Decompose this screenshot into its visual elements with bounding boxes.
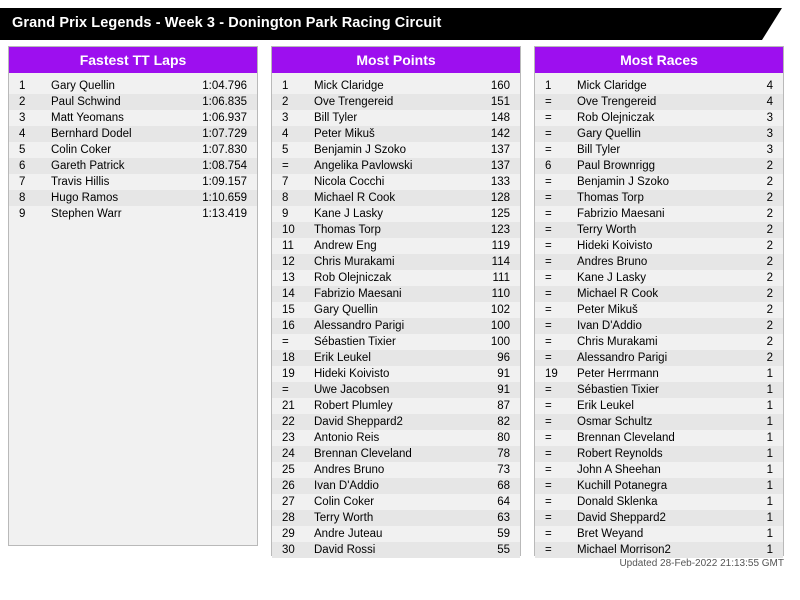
list-item <box>272 254 520 270</box>
driver-name: Robert Plumley <box>314 400 393 412</box>
rank-position: 4 <box>19 128 26 140</box>
driver-name: Travis Hillis <box>51 176 110 188</box>
driver-name: Kuchill Potanegra <box>577 480 668 492</box>
rank-position: 1 <box>282 80 289 92</box>
score-value: 3 <box>766 144 773 156</box>
rank-position: = <box>545 144 552 156</box>
score-value: 3 <box>766 128 773 140</box>
score-value: 1 <box>766 448 773 460</box>
driver-name: Matt Yeomans <box>51 112 124 124</box>
list-item <box>535 478 783 494</box>
rank-position: = <box>545 432 552 444</box>
list-item <box>272 206 520 222</box>
rank-position: 15 <box>282 304 295 316</box>
score-value: 91 <box>497 384 510 396</box>
list-item <box>272 478 520 494</box>
list-item <box>535 350 783 366</box>
lap-time: 1:04.796 <box>202 80 247 92</box>
driver-name: Osmar Schultz <box>577 416 653 428</box>
rank-position: 7 <box>282 176 289 188</box>
driver-name: Bill Tyler <box>314 112 358 124</box>
score-value: 2 <box>766 352 773 364</box>
driver-name: Ivan D'Addio <box>577 320 642 332</box>
list-item <box>272 302 520 318</box>
score-value: 148 <box>490 112 510 124</box>
driver-name: Michael Morrison2 <box>577 544 671 556</box>
driver-name: Brennan Cleveland <box>577 432 675 444</box>
rank-position: = <box>545 96 552 108</box>
rank-position: 3 <box>19 112 26 124</box>
list-item <box>272 510 520 526</box>
driver-name: Fabrizio Maesani <box>314 288 402 300</box>
rank-position: = <box>545 112 552 124</box>
driver-name: Andres Bruno <box>577 256 648 268</box>
list-item <box>535 126 783 142</box>
driver-name: Alessandro Parigi <box>577 352 668 364</box>
list-item <box>535 446 783 462</box>
score-value: 2 <box>766 288 773 300</box>
list-item <box>535 142 783 158</box>
list-item <box>272 222 520 238</box>
lap-time: 1:10.659 <box>202 192 247 204</box>
driver-name: Donald Sklenka <box>577 496 658 508</box>
list-item <box>272 318 520 334</box>
list-item <box>272 238 520 254</box>
list-item <box>535 222 783 238</box>
list-item <box>535 398 783 414</box>
list-item <box>272 462 520 478</box>
list-item <box>535 286 783 302</box>
rank-position: = <box>545 128 552 140</box>
rank-position: = <box>282 336 289 348</box>
rank-position: = <box>545 528 552 540</box>
score-value: 142 <box>490 128 510 140</box>
list-item <box>535 382 783 398</box>
rank-position: 8 <box>19 192 26 204</box>
score-value: 82 <box>497 416 510 428</box>
rank-position: = <box>545 208 552 220</box>
driver-name: Rob Olejniczak <box>314 272 392 284</box>
panel-title-most-races: Most Races <box>535 47 783 73</box>
score-value: 2 <box>766 304 773 316</box>
score-value: 1 <box>766 416 773 428</box>
driver-name: Hideki Koivisto <box>577 240 653 252</box>
score-value: 2 <box>766 272 773 284</box>
list-item <box>272 78 520 94</box>
score-value: 1 <box>766 528 773 540</box>
list-item <box>9 142 257 158</box>
driver-name: Nicola Cocchi <box>314 176 385 188</box>
driver-name: Andres Bruno <box>314 464 385 476</box>
list-item <box>535 110 783 126</box>
rank-position: 13 <box>282 272 295 284</box>
lap-time: 1:07.729 <box>202 128 247 140</box>
score-value: 151 <box>490 96 510 108</box>
rank-position: 30 <box>282 544 295 556</box>
score-value: 4 <box>766 96 773 108</box>
list-item <box>9 78 257 94</box>
driver-name: Kane J Lasky <box>314 208 384 220</box>
score-value: 110 <box>491 288 510 300</box>
rank-position: = <box>545 320 552 332</box>
rank-position: 4 <box>282 128 289 140</box>
score-value: 63 <box>497 512 510 524</box>
score-value: 1 <box>766 512 773 524</box>
driver-name: Sébastien Tixier <box>577 384 659 396</box>
score-value: 1 <box>766 384 773 396</box>
list-item <box>272 94 520 110</box>
score-value: 102 <box>490 304 510 316</box>
list-item <box>535 78 783 94</box>
rank-position: 1 <box>545 80 552 92</box>
score-value: 160 <box>490 80 510 92</box>
list-most-races <box>535 73 783 558</box>
list-item <box>272 366 520 382</box>
driver-name: Colin Coker <box>314 496 375 508</box>
list-item <box>535 158 783 174</box>
list-item <box>272 142 520 158</box>
driver-name: Michael R Cook <box>577 288 659 300</box>
driver-name: Benjamin J Szoko <box>314 144 407 156</box>
driver-name: Bret Weyand <box>577 528 644 540</box>
list-item <box>272 430 520 446</box>
list-item <box>535 254 783 270</box>
list-item <box>9 94 257 110</box>
driver-name: Gareth Patrick <box>51 160 125 172</box>
rank-position: 27 <box>282 496 295 508</box>
score-value: 78 <box>497 448 510 460</box>
list-item <box>9 126 257 142</box>
rank-position: 3 <box>282 112 289 124</box>
list-item <box>272 398 520 414</box>
driver-name: Bill Tyler <box>577 144 621 156</box>
list-item <box>272 542 520 558</box>
rank-position: = <box>545 192 552 204</box>
list-item <box>535 190 783 206</box>
driver-name: Colin Coker <box>51 144 112 156</box>
driver-name: Ivan D'Addio <box>314 480 379 492</box>
score-value: 2 <box>766 192 773 204</box>
list-most-points <box>272 73 520 558</box>
lap-time: 1:13.419 <box>202 208 247 220</box>
score-value: 55 <box>497 544 510 556</box>
rank-position: 26 <box>282 480 295 492</box>
driver-name: Erik Leukel <box>314 352 371 364</box>
driver-name: Erik Leukel <box>577 400 634 412</box>
page-title: Grand Prix Legends - Week 3 - Donington Park Racing Circuit <box>12 15 442 31</box>
list-item <box>535 238 783 254</box>
rank-position: 11 <box>282 240 294 252</box>
score-value: 4 <box>766 80 773 92</box>
driver-name: Uwe Jacobsen <box>314 384 390 396</box>
lap-time: 1:08.754 <box>202 160 247 172</box>
score-value: 2 <box>766 240 773 252</box>
lap-time: 1:06.937 <box>202 112 247 124</box>
rank-position: 6 <box>19 160 26 172</box>
score-value: 2 <box>766 256 773 268</box>
rank-position: = <box>545 224 552 236</box>
driver-name: Robert Reynolds <box>577 448 663 460</box>
rank-position: = <box>545 304 552 316</box>
rank-position: = <box>545 240 552 252</box>
list-item <box>9 190 257 206</box>
list-item <box>272 350 520 366</box>
score-value: 128 <box>490 192 510 204</box>
list-item <box>9 206 257 222</box>
score-value: 100 <box>490 320 510 332</box>
rank-position: 23 <box>282 432 295 444</box>
score-value: 64 <box>497 496 510 508</box>
list-item <box>272 414 520 430</box>
score-value: 96 <box>497 352 510 364</box>
list-item <box>535 542 783 558</box>
list-item <box>272 494 520 510</box>
rank-position: = <box>545 400 552 412</box>
list-item <box>535 494 783 510</box>
driver-name: Paul Brownrigg <box>577 160 655 172</box>
driver-name: Peter Mikuš <box>314 128 375 140</box>
driver-name: Bernhard Dodel <box>51 128 132 140</box>
driver-name: Sébastien Tixier <box>314 336 396 348</box>
rank-position: 1 <box>19 80 26 92</box>
driver-name: Peter Mikuš <box>577 304 638 316</box>
rank-position: 25 <box>282 464 295 476</box>
rank-position: = <box>545 448 552 460</box>
rank-position: 7 <box>19 176 26 188</box>
score-value: 1 <box>766 544 773 556</box>
driver-name: Andre Juteau <box>314 528 383 540</box>
list-item <box>9 158 257 174</box>
rank-position: = <box>545 480 552 492</box>
list-item <box>272 334 520 350</box>
driver-name: Kane J Lasky <box>577 272 647 284</box>
lap-time: 1:06.835 <box>202 96 247 108</box>
list-item <box>9 174 257 190</box>
list-item <box>272 270 520 286</box>
rank-position: 9 <box>19 208 26 220</box>
list-item <box>535 510 783 526</box>
score-value: 111 <box>492 272 510 284</box>
score-value: 1 <box>766 480 773 492</box>
score-value: 100 <box>490 336 510 348</box>
rank-position: 16 <box>282 320 295 332</box>
driver-name: Stephen Warr <box>51 208 122 220</box>
panel-title-most-points: Most Points <box>272 47 520 73</box>
rank-position: = <box>545 384 552 396</box>
list-item <box>535 430 783 446</box>
rank-position: 6 <box>545 160 552 172</box>
rank-position: = <box>545 256 552 268</box>
rank-position: 10 <box>282 224 295 236</box>
score-value: 133 <box>490 176 510 188</box>
score-value: 137 <box>490 144 510 156</box>
rank-position: = <box>545 464 552 476</box>
panel-most-points <box>271 46 521 556</box>
rank-position: = <box>545 496 552 508</box>
rank-position: 18 <box>282 352 295 364</box>
driver-name: Gary Quellin <box>577 128 641 140</box>
score-value: 1 <box>766 464 773 476</box>
rank-position: = <box>282 160 289 172</box>
lap-time: 1:09.157 <box>202 176 247 188</box>
driver-name: Hugo Ramos <box>51 192 119 204</box>
rank-position: = <box>545 176 552 188</box>
list-item <box>535 318 783 334</box>
list-item <box>535 414 783 430</box>
score-value: 1 <box>766 400 773 412</box>
driver-name: Brennan Cleveland <box>314 448 412 460</box>
driver-name: David Rossi <box>314 544 376 556</box>
driver-name: Thomas Torp <box>577 192 644 204</box>
list-item <box>535 302 783 318</box>
score-value: 123 <box>490 224 510 236</box>
rank-position: 2 <box>19 96 26 108</box>
score-value: 68 <box>497 480 510 492</box>
driver-name: Chris Murakami <box>577 336 658 348</box>
list-fastest-tt-laps <box>9 73 257 222</box>
list-item <box>535 526 783 542</box>
rank-position: 19 <box>282 368 295 380</box>
list-item <box>535 334 783 350</box>
rank-position: = <box>545 288 552 300</box>
score-value: 2 <box>766 160 773 172</box>
rank-position: 9 <box>282 208 289 220</box>
score-value: 1 <box>766 496 773 508</box>
list-item <box>272 190 520 206</box>
rank-position: 22 <box>282 416 295 428</box>
score-value: 2 <box>766 176 773 188</box>
list-item <box>535 366 783 382</box>
lap-time: 1:07.830 <box>202 144 247 156</box>
score-value: 2 <box>766 336 773 348</box>
score-value: 137 <box>490 160 510 172</box>
score-value: 73 <box>497 464 510 476</box>
rank-position: 21 <box>282 400 295 412</box>
driver-name: Benjamin J Szoko <box>577 176 670 188</box>
score-value: 119 <box>491 240 510 252</box>
list-item <box>272 158 520 174</box>
list-item <box>535 270 783 286</box>
score-value: 3 <box>766 112 773 124</box>
list-item <box>272 126 520 142</box>
panel-title-fastest-tt-laps: Fastest TT Laps <box>9 47 257 73</box>
list-item <box>272 174 520 190</box>
driver-name: Alessandro Parigi <box>314 320 405 332</box>
driver-name: Terry Worth <box>577 224 637 236</box>
list-item <box>535 462 783 478</box>
rank-position: = <box>282 384 289 396</box>
driver-name: Mick Claridge <box>314 80 384 92</box>
list-item <box>272 286 520 302</box>
list-item <box>535 94 783 110</box>
driver-name: Michael R Cook <box>314 192 396 204</box>
rank-position: = <box>545 512 552 524</box>
rank-position: 19 <box>545 368 558 380</box>
rank-position: 28 <box>282 512 295 524</box>
driver-name: Rob Olejniczak <box>577 112 655 124</box>
list-item <box>272 110 520 126</box>
score-value: 125 <box>490 208 510 220</box>
driver-name: Terry Worth <box>314 512 374 524</box>
rank-position: 12 <box>282 256 295 268</box>
driver-name: Ove Trengereid <box>314 96 394 108</box>
driver-name: Hideki Koivisto <box>314 368 390 380</box>
driver-name: Fabrizio Maesani <box>577 208 665 220</box>
panel-most-races <box>534 46 784 556</box>
rank-position: 5 <box>19 144 26 156</box>
score-value: 1 <box>766 368 773 380</box>
list-item <box>272 446 520 462</box>
score-value: 2 <box>766 224 773 236</box>
list-item <box>9 110 257 126</box>
driver-name: Andrew Eng <box>314 240 377 252</box>
rank-position: = <box>545 336 552 348</box>
score-value: 91 <box>497 368 510 380</box>
rank-position: = <box>545 272 552 284</box>
rank-position: 8 <box>282 192 289 204</box>
driver-name: Gary Quellin <box>51 80 115 92</box>
list-item <box>535 206 783 222</box>
rank-position: = <box>545 352 552 364</box>
page-header <box>0 8 800 40</box>
driver-name: Chris Murakami <box>314 256 395 268</box>
rank-position: = <box>545 416 552 428</box>
list-item <box>272 382 520 398</box>
score-value: 1 <box>766 432 773 444</box>
score-value: 2 <box>766 208 773 220</box>
driver-name: Ove Trengereid <box>577 96 657 108</box>
list-item <box>272 526 520 542</box>
score-value: 2 <box>766 320 773 332</box>
driver-name: David Sheppard2 <box>577 512 666 524</box>
driver-name: Paul Schwind <box>51 96 121 108</box>
score-value: 114 <box>491 256 510 268</box>
rank-position: 5 <box>282 144 289 156</box>
driver-name: Mick Claridge <box>577 80 647 92</box>
driver-name: Antonio Reis <box>314 432 380 444</box>
driver-name: Peter Herrmann <box>577 368 659 380</box>
rank-position: 29 <box>282 528 295 540</box>
rank-position: 2 <box>282 96 289 108</box>
rank-position: 14 <box>282 288 295 300</box>
panel-fastest-tt-laps <box>8 46 258 546</box>
driver-name: John A Sheehan <box>577 464 661 476</box>
driver-name: Gary Quellin <box>314 304 378 316</box>
updated-timestamp: Updated 28-Feb-2022 21:13:55 GMT <box>619 558 784 569</box>
header-bar-tail <box>762 8 782 40</box>
score-value: 80 <box>497 432 510 444</box>
rank-position: 24 <box>282 448 295 460</box>
score-value: 59 <box>497 528 510 540</box>
list-item <box>535 174 783 190</box>
rank-position: = <box>545 544 552 556</box>
driver-name: Angelika Pavlowski <box>314 160 413 172</box>
score-value: 87 <box>497 400 510 412</box>
driver-name: David Sheppard2 <box>314 416 403 428</box>
driver-name: Thomas Torp <box>314 224 381 236</box>
